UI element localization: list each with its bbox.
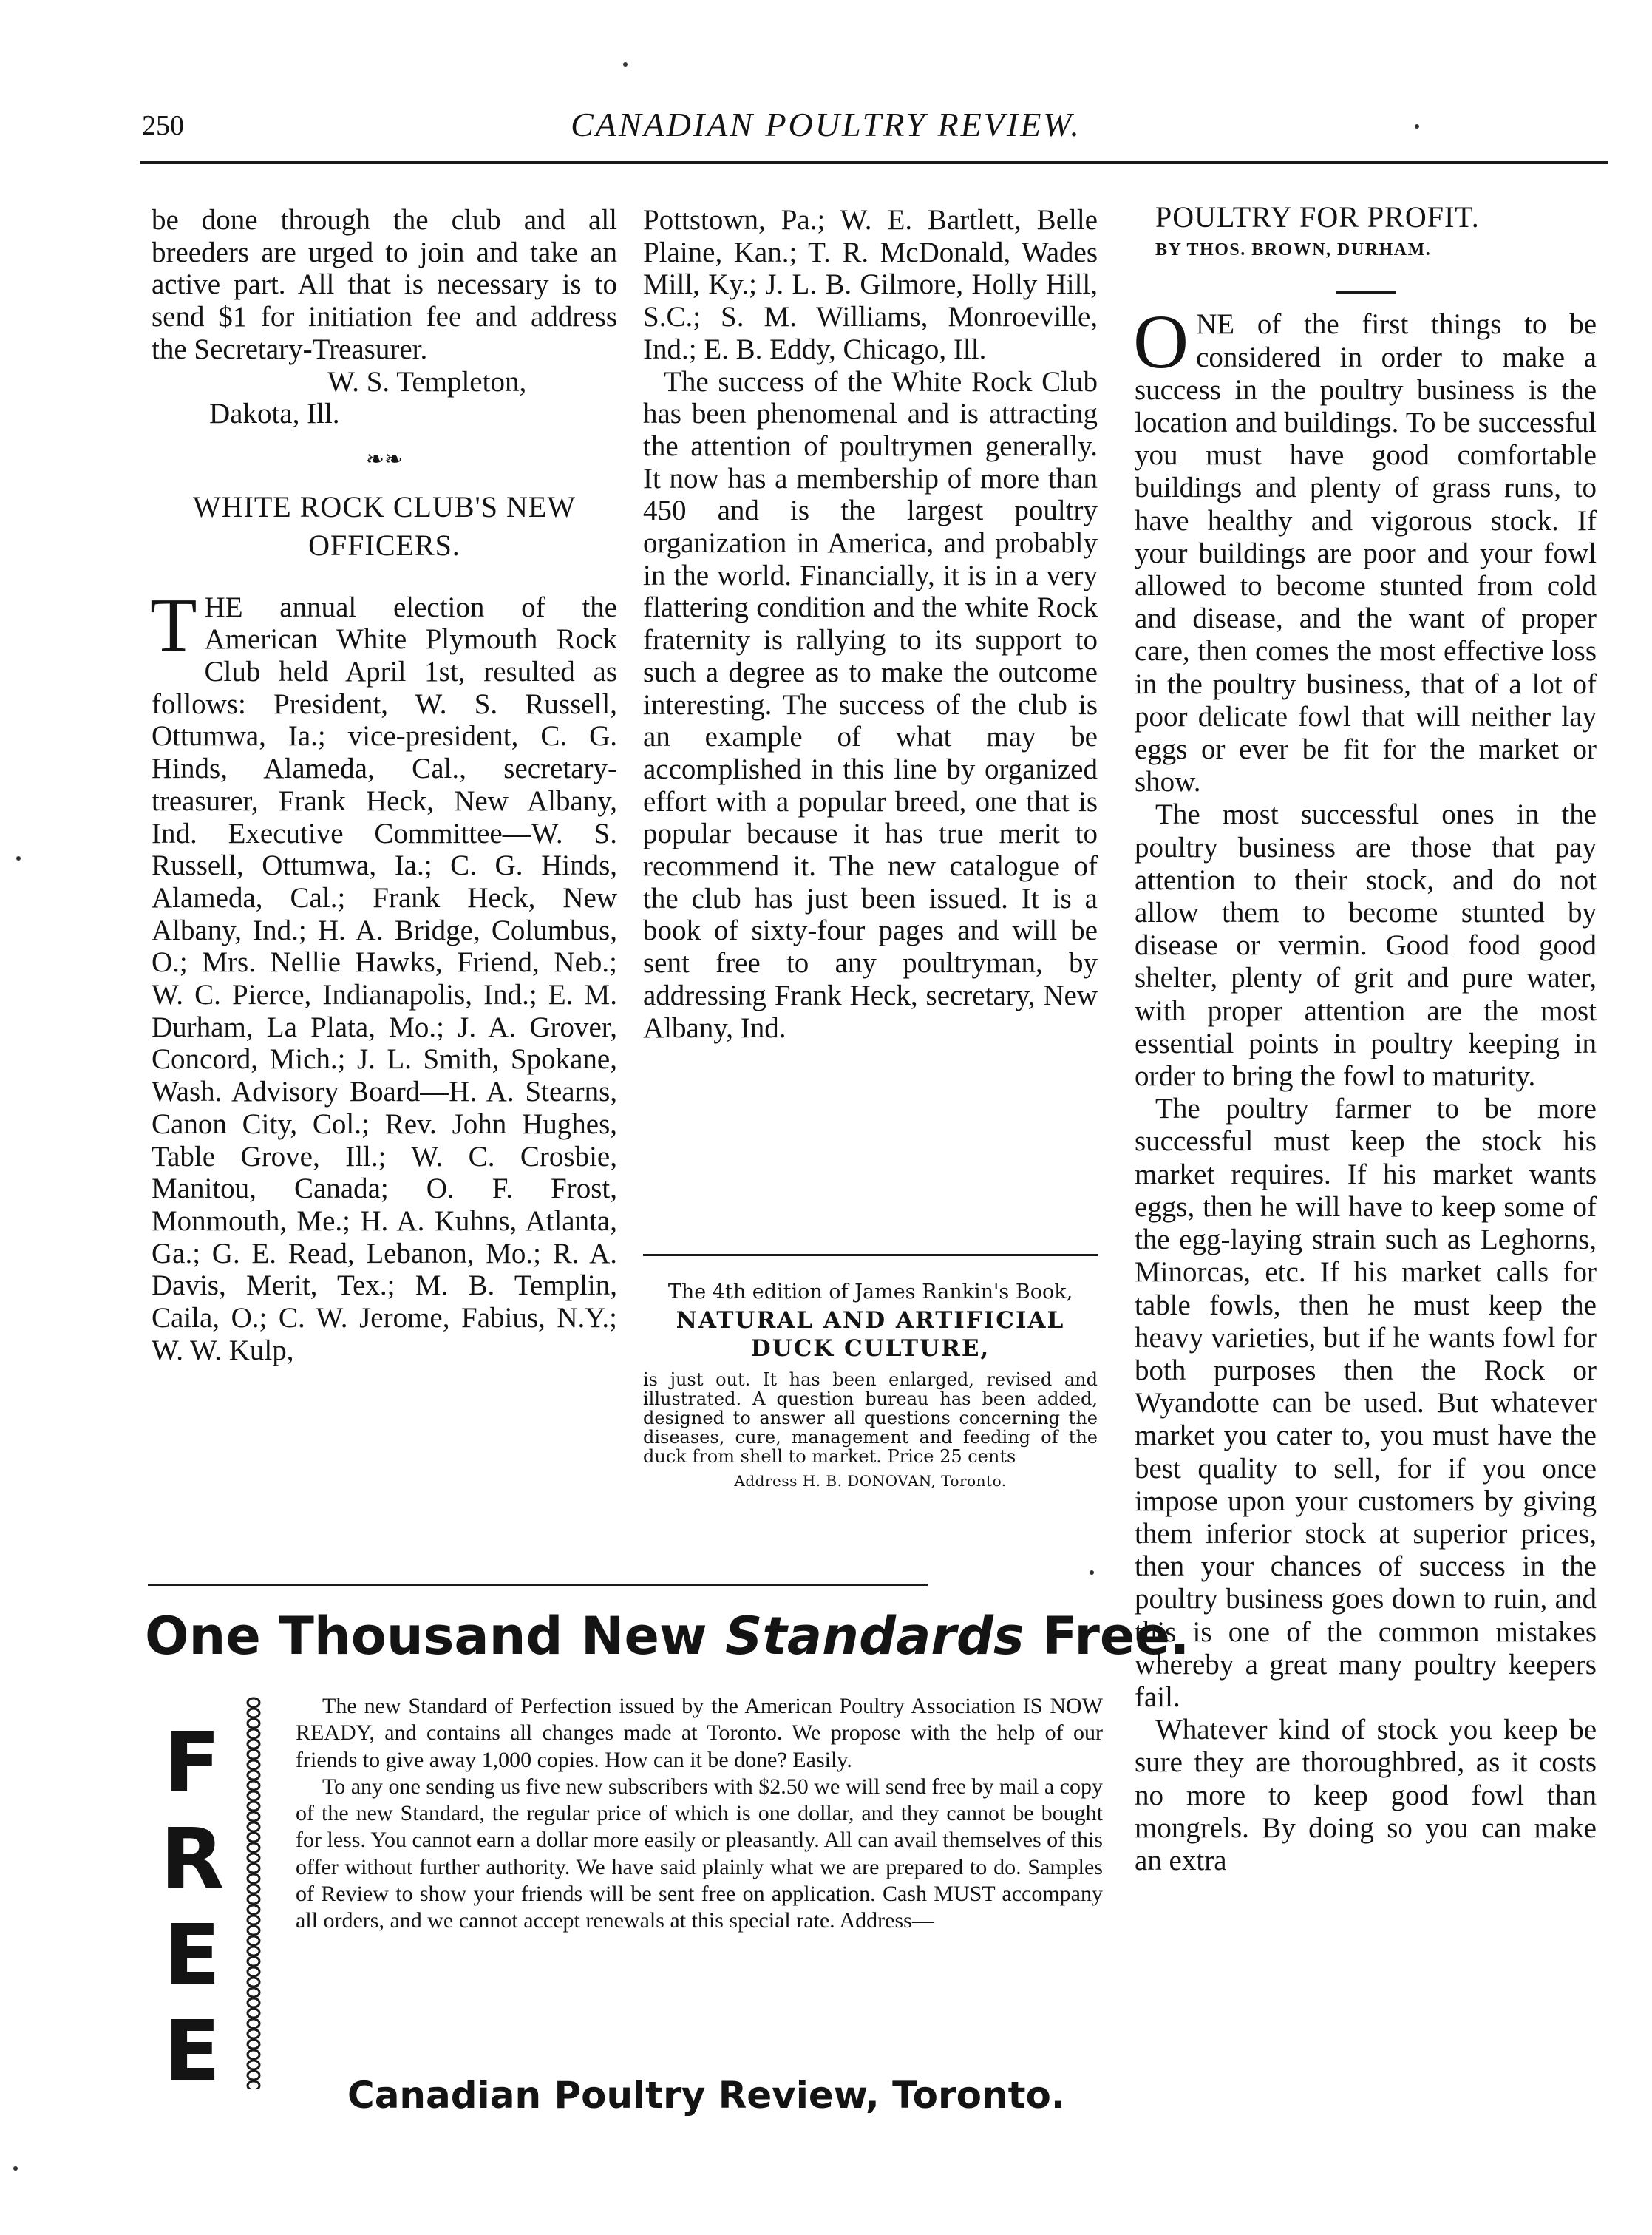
column1-opening-paragraph: be done through the club and all breeders are urged to join and take an active part. All that is necessary is to send $1 for initiation fee and address the Secretary-Treasurer. <box>152 204 617 365</box>
banner-part1: One Thousand New <box>145 1606 726 1666</box>
free-letter: F <box>163 1715 221 1811</box>
ad-book-title-line2: DUCK CULTURE, <box>750 1335 990 1362</box>
column-2 <box>643 204 1098 1044</box>
print-speck <box>1090 1570 1094 1575</box>
ad-body: is just out. It has been enlarged, revised and illustrated. A question bureau has been added, designed to answer all questions concerning the diseases, cure, management and feeding of the duck from shell to market. Price 25 cents <box>643 1369 1098 1467</box>
profit-paragraph3: The poultry farmer to be more successful must keep the stock his market requires. If his market wants eggs, then he will have to keep some of the egg-laying strain such as Leghorns, Minorcas, etc. If his market calls for table fowls, then he must keep the heavy varieties, but if he wants fowl for both purposes then the Rock or Wyandotte can be used. But whatever market you cater to, you must have the best quality to sell, for if you once impose upon your customers by giving them inferior stock at superior prices, then your chances of success in the poultry business goes down to ruin, and this is one of the common mistakes whereby a great many poultry keepers fail. <box>1135 1093 1597 1713</box>
column-3 <box>1135 201 1597 1877</box>
print-speck <box>16 856 21 861</box>
header-rule <box>140 161 1608 164</box>
section-ornament: ❧❧ <box>365 447 404 472</box>
dropcap-letter: O <box>1133 299 1189 385</box>
ad-book-title <box>643 1306 1098 1363</box>
page-number: 250 <box>142 110 184 141</box>
free-vertical-letters <box>152 1715 233 2100</box>
section-title-line2: OFFICERS. <box>308 528 460 562</box>
promo-paragraph2: To any one sending us five new subscribers with $2.50 we will send free by mail a copy of the new Standard, the regular price of which is one dollar, and they cannot be bought for less. You cannot earn a dollar more easily or pleasantly. All can avail themselves of this offer without further authority. We have said plainly what we are prepared to do. Samples of Review to show your friends will be sent free on application. Cash MUST accompany all orders, and we cannot accept renewals at this special rate. Address— <box>296 1774 1103 1933</box>
promo-banner-title <box>145 1606 1190 1666</box>
banner-part3: Free. <box>1024 1606 1190 1666</box>
free-letter: E <box>163 2004 221 2100</box>
banner-part2: Standards <box>725 1606 1024 1666</box>
signature-name: W. S. Templeton, <box>327 365 527 398</box>
free-letter: R <box>160 1811 225 1907</box>
promo-body <box>296 1693 1103 1935</box>
print-speck <box>1415 124 1419 129</box>
title-rule <box>1336 291 1396 294</box>
article-byline: BY THOS. BROWN, DURHAM. <box>1155 240 1432 260</box>
dropcap-letter: T <box>150 582 197 668</box>
print-speck <box>623 62 628 67</box>
officers-article-body: HE annual election of the American White Plymouth Rock Club held April 1st, resulted as follows: President, W. S. Russell, Ottumwa, Ia.; vice-president, C. G. Hinds, Alameda, Cal., secretary-treasurer, Frank Heck, New Albany, Ind. Executive Committee—W. S. Russell, Ottumwa, Ia.; C. G. Hinds, Alameda, Cal.; Frank Heck, New Albany, Ind.; H. A. Bridge, Columbus, O.; Mrs. Nellie Hawks, Friend, Neb.; W. C. Pierce, Indianapolis, Ind.; E. M. Durham, La Plata, Mo.; J. A. Grover, Concord, Mich.; J. L. Smith, Spokane, Wash. Advisory Board—H. A. Stearns, Canon City, Col.; Rev. John Hughes, Table Grove, Ill.; W. C. Crosbie, Manitou, Canada; O. F. Frost, Monmouth, Me.; H. A. Kuhns, Atlanta, Ga.; G. E. Read, Lebanon, Mo.; R. A. Davis, Merit, Tex.; M. B. Templin, Caila, O.; C. W. Jerome, Fabius, N.Y.; W. W. Kulp, <box>152 591 617 1366</box>
column-1 <box>152 204 617 1367</box>
column2-paragraph: The success of the White Rock Club has been phenomenal and is attracting the attention of poultrymen generally. It now has a membership of more than 450 and is the largest poultry organization in America, and probably in the world. Financially, it is in a very flattering condition and the white Rock fraternity is rallying to its support to such a degree as to make the outcome interesting. The success of the club is an example of what may be accomplished in this line by organized effort with a popular breed, one that is popular because it has true merit to recommend it. The new catalogue of the club has just been issued. It is a book of sixty-four pages and will be sent free to any poultryman, by addressing Frank Heck, secretary, New Albany, Ind. <box>643 365 1098 1044</box>
profit-paragraph4: Whatever kind of stock you keep be sure they are thoroughbred, as it costs no more to keep good fowl than mongrels. By doing so you can make an extra <box>1135 1714 1597 1876</box>
ad-book-title-line1: NATURAL AND ARTIFICIAL <box>676 1307 1065 1334</box>
print-speck <box>13 2166 18 2171</box>
promo-top-rule <box>148 1584 928 1586</box>
column2-continuation: Pottstown, Pa.; W. E. Bartlett, Belle Plaine, Kan.; T. R. McDonald, Wades Mill, Ky.; J. L. B. Gilmore, Holly Hill, S.C.; S. M. Williams, Monroeville, Ind.; E. B. Eddy, Chicago, Ill. <box>643 204 1098 365</box>
article-title: POULTRY FOR PROFIT. <box>1155 200 1480 234</box>
decorative-chain-border <box>244 1697 263 2089</box>
free-letter: E <box>163 1907 221 2004</box>
column2-rule <box>643 1254 1098 1256</box>
officers-article <box>150 582 617 1367</box>
ad-address: Address H. B. DONOVAN, Toronto. <box>734 1472 1007 1490</box>
profit-paragraph1-text: NE of the first things to be considered in order to make a success in the poultry business is the location and buildings. To be successful you must have good comfortable buildings and plenty of grass runs, to have healthy and vigorous stock. If your buildings are poor and your fowl allowed to become stunted from cold and disease, and the want of proper care, then comes the most effective loss in the poultry business, that of a lot of poor delicate fowl that will neither lay eggs or ever be fit for the market or show. <box>1135 308 1597 798</box>
ad-intro: The 4th edition of James Rankin's Book, <box>667 1281 1073 1303</box>
signature-place: Dakota, Ill. <box>209 398 340 430</box>
duck-culture-ad <box>643 1281 1098 1490</box>
profit-paragraph1 <box>1133 299 1597 798</box>
running-head: CANADIAN POULTRY REVIEW. <box>571 106 1081 143</box>
promo-footer: Canadian Poultry Review, Toronto. <box>347 2074 1065 2117</box>
promo-paragraph1: The new Standard of Perfection issued by the American Poultry Association IS NOW READY, and contains all changes made at Toronto. We propose with the help of our friends to give away 1,000 copies. How can it be done? Easily. <box>296 1694 1103 1772</box>
section-title <box>152 488 617 565</box>
profit-paragraph2: The most successful ones in the poultry business are those that pay attention to their stock, and do not allow them to become stunted by disease or vermin. Good food good shelter, plenty of grit and pure water, with proper attention are the most essential points in poultry keeping in order to bring the fowl to maturity. <box>1135 798 1597 1093</box>
section-title-line1: WHITE ROCK CLUB'S NEW <box>192 489 577 523</box>
